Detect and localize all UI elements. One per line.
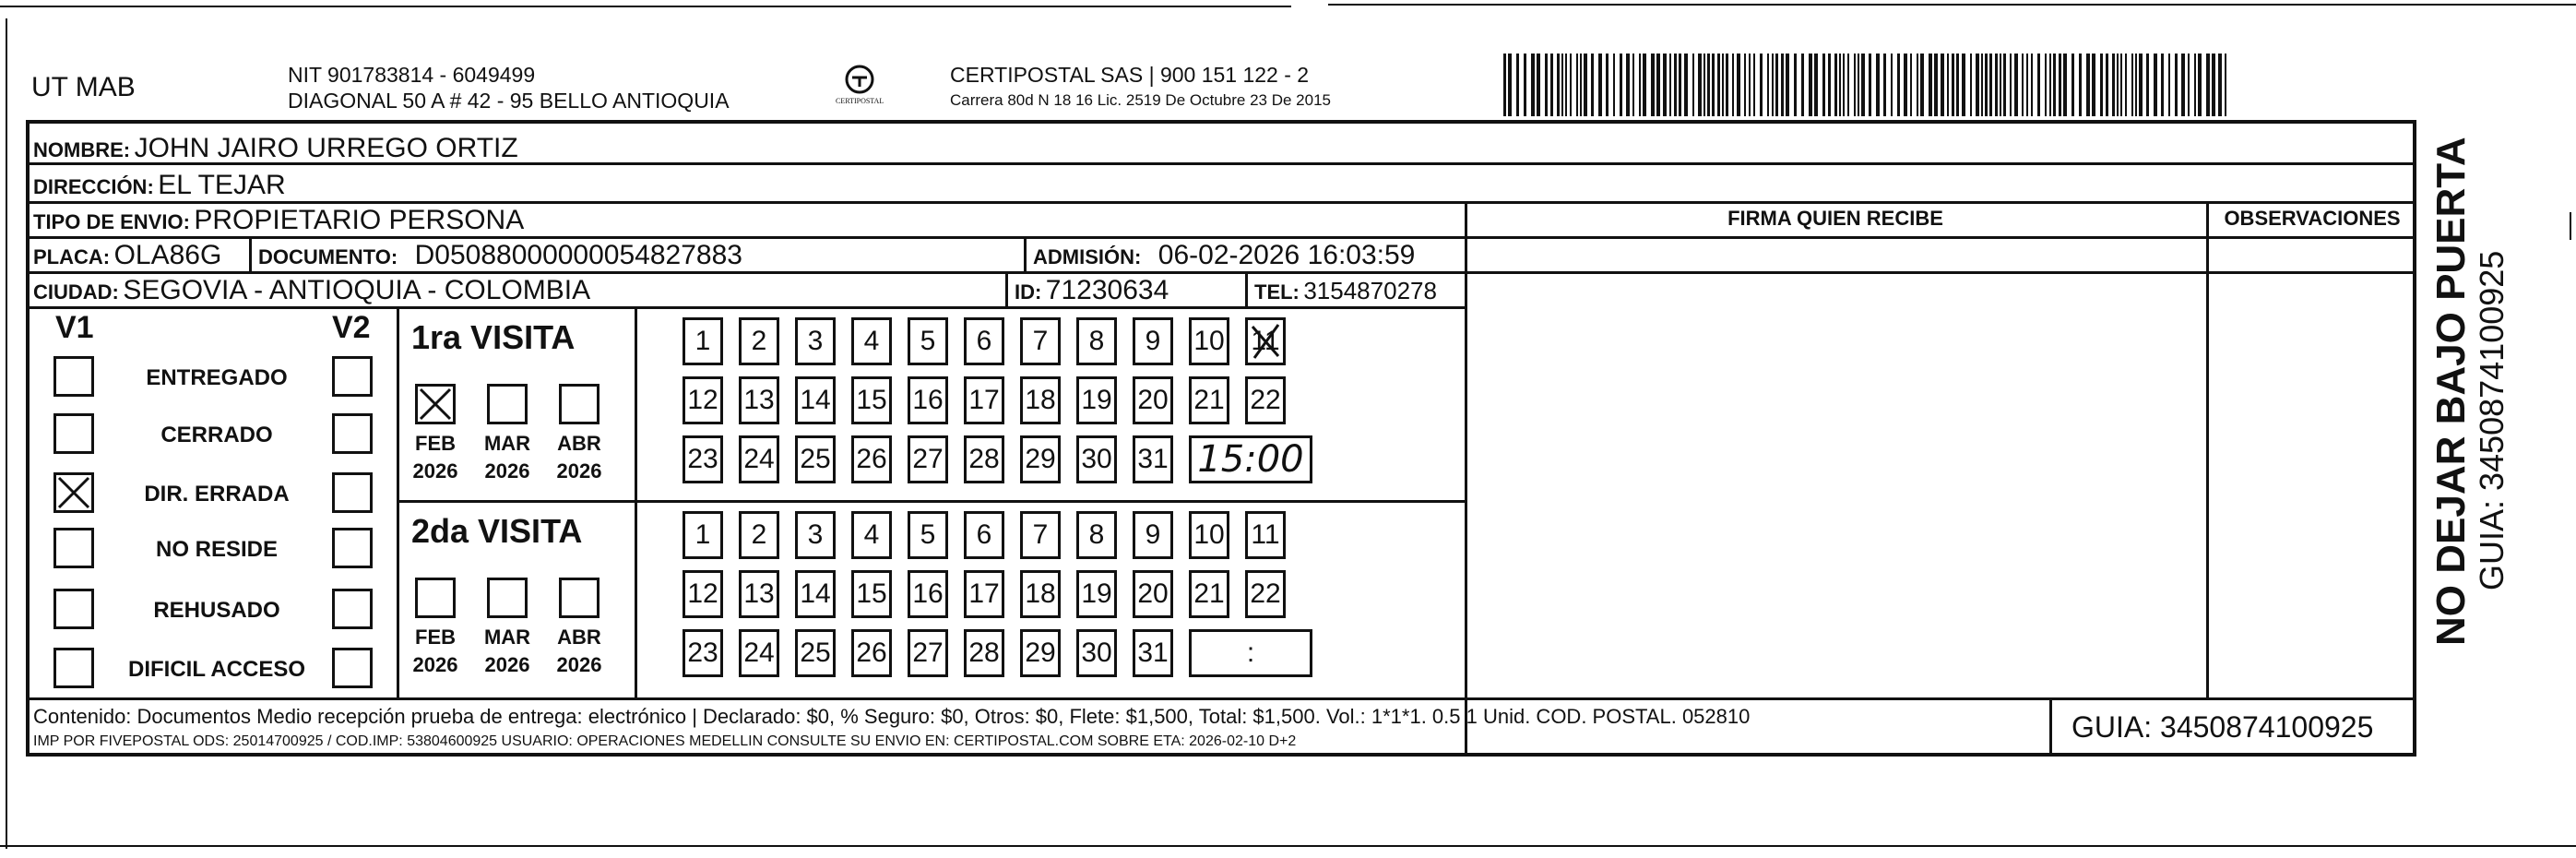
plate-value: OLA86G <box>113 240 222 270</box>
visit-0-month-label-2: ABR <box>557 432 601 455</box>
footer-contents: Contenido: Documentos Medio recepción prueba de entrega: electrónico | Declarado: $0, % Seguro: $0, Otros: $0, Flete: $1,500, Total: $1,500. Vol.: 1*1*1. 0.5 1 Unid. COD. POSTAL. 052810 <box>33 705 1751 728</box>
visit-1-day-3[interactable]: 3 <box>795 511 836 559</box>
visit-0-year-label-2: 2026 <box>556 459 602 483</box>
visit-1-day-16[interactable]: 16 <box>908 570 948 618</box>
tel-label: TEL: <box>1254 280 1300 304</box>
visit-0-month-checkbox-2[interactable] <box>559 384 599 424</box>
id-label: ID: <box>1015 280 1042 304</box>
visit-0-day-1[interactable]: 1 <box>683 317 723 365</box>
visit-0-day-17[interactable]: 17 <box>964 376 1004 424</box>
side-notice: NO DEJAR BAJO PUERTA <box>2428 137 2474 646</box>
name-value: JOHN JAIRO URREGO ORTIZ <box>134 133 518 163</box>
visit-1-day-9[interactable]: 9 <box>1133 511 1173 559</box>
visit-1-month-checkbox-2[interactable] <box>559 578 599 618</box>
scan-right-mark <box>2570 212 2571 240</box>
certipostal-logo <box>832 59 887 114</box>
sender-code: UT MAB <box>31 72 136 102</box>
visit-1-month-checkbox-1[interactable] <box>487 578 528 618</box>
visit-0-month-checkbox-0[interactable] <box>415 384 456 424</box>
plate-label: PLACA: <box>33 245 111 268</box>
visit-1-day-14[interactable]: 14 <box>795 570 836 618</box>
scan-top-line-right <box>1328 4 2576 6</box>
scan-left-line <box>6 18 7 849</box>
side-guide: GUIA: 3450874100925 <box>2473 250 2511 590</box>
city-value: SEGOVIA - ANTIOQUIA - COLOMBIA <box>123 275 591 305</box>
visit-0-day-4[interactable]: 4 <box>851 317 892 365</box>
visit-1-day-27[interactable]: 27 <box>908 629 948 677</box>
visit-1-day-15[interactable]: 15 <box>851 570 892 618</box>
city-label: CIUDAD: <box>33 280 119 304</box>
visit-0-day-30[interactable]: 30 <box>1076 435 1117 483</box>
observations-header: OBSERVACIONES <box>2224 207 2401 230</box>
visit-1-day-23[interactable]: 23 <box>683 629 723 677</box>
visit-1-day-1[interactable]: 1 <box>683 511 723 559</box>
visit-1-day-10[interactable]: 10 <box>1189 511 1229 559</box>
name-label: NOMBRE: <box>33 138 131 161</box>
visit-1-day-2[interactable]: 2 <box>739 511 779 559</box>
sender-address: DIAGONAL 50 A # 42 - 95 BELLO ANTIOQUIA <box>288 89 730 113</box>
row-line-4b <box>1465 271 2416 274</box>
document-value: D05088000000054827883 <box>414 240 742 270</box>
barcode-icon <box>1503 54 2232 116</box>
visit-0-day-21[interactable]: 21 <box>1189 376 1229 424</box>
v1-checkbox-0[interactable] <box>53 356 94 397</box>
visit-1-day-21[interactable]: 21 <box>1189 570 1229 618</box>
visit-1-day-22[interactable]: 22 <box>1245 570 1286 618</box>
reason-label-0: ENTREGADO <box>146 365 288 390</box>
x-mark-icon <box>418 387 453 422</box>
visit-1-time-box[interactable]: : <box>1189 629 1312 677</box>
visit-0-day-25[interactable]: 25 <box>795 435 836 483</box>
visit-0-day-2[interactable]: 2 <box>739 317 779 365</box>
row-line-4 <box>26 271 1465 274</box>
visit-1-day-5[interactable]: 5 <box>908 511 948 559</box>
v2-checkbox-4[interactable] <box>332 589 373 629</box>
reason-label-3: NO RESIDE <box>155 537 279 562</box>
visit-1-day-18[interactable]: 18 <box>1020 570 1061 618</box>
visit-0-day-15[interactable]: 15 <box>851 376 892 424</box>
v1-checkbox-1[interactable] <box>53 413 94 454</box>
v1-checkbox-2[interactable] <box>53 472 94 513</box>
type-label: TIPO DE ENVIO: <box>33 210 190 233</box>
v2-checkbox-5[interactable] <box>332 648 373 688</box>
visit-1-day-29[interactable]: 29 <box>1020 629 1061 677</box>
visit-1-month-label-1: MAR <box>483 626 531 649</box>
visit-0-month-checkbox-1[interactable] <box>487 384 528 424</box>
scan-top-line <box>0 6 1291 7</box>
visits-divider <box>397 500 1465 503</box>
id-value: 71230634 <box>1045 275 1169 305</box>
visit-1-day-12[interactable]: 12 <box>683 570 723 618</box>
visit-1-day-30[interactable]: 30 <box>1076 629 1117 677</box>
visit-0-day-26[interactable]: 26 <box>851 435 892 483</box>
row-line-2 <box>26 201 2416 204</box>
visit-0-day-18[interactable]: 18 <box>1020 376 1061 424</box>
document-divider <box>1024 236 1027 271</box>
visit-0-day-27[interactable]: 27 <box>908 435 948 483</box>
sender-nit: NIT 901783814 - 6049499 <box>288 63 536 87</box>
visit-1-month-label-0: FEB <box>415 626 456 649</box>
visit-0-day-9[interactable]: 9 <box>1133 317 1173 365</box>
scan-bottom-line <box>0 845 2576 847</box>
visit-1-day-7[interactable]: 7 <box>1020 511 1061 559</box>
visit-0-day-28[interactable]: 28 <box>964 435 1004 483</box>
visit-1-year-label-2: 2026 <box>556 653 602 676</box>
visit-1-day-26[interactable]: 26 <box>851 629 892 677</box>
visit-0-day-20[interactable]: 20 <box>1133 376 1173 424</box>
footer-guide-divider <box>2049 697 2052 757</box>
visit-0-day-10[interactable]: 10 <box>1189 317 1229 365</box>
v1-checkbox-3[interactable] <box>53 528 94 568</box>
visit-0-year-label-0: 2026 <box>412 459 458 483</box>
reason-label-2: DIR. ERRADA <box>144 482 290 506</box>
visit-0-month-label-0: FEB <box>415 432 456 455</box>
observations-divider <box>2206 201 2209 697</box>
v2-checkbox-3[interactable] <box>332 528 373 568</box>
visit-1-year-label-0: 2026 <box>412 653 458 676</box>
visit-1-day-11[interactable]: 11 <box>1245 511 1286 559</box>
visit-0-year-label-1: 2026 <box>484 459 530 483</box>
footer-line <box>26 697 2416 700</box>
visit-0-day-11[interactable]: 11 <box>1245 317 1286 365</box>
visit-title-0: 1ra VISITA <box>411 318 576 356</box>
visit-1-day-8[interactable]: 8 <box>1076 511 1117 559</box>
visit-1-day-4[interactable]: 4 <box>851 511 892 559</box>
footer-guide: GUIA: 3450874100925 <box>2071 710 2374 744</box>
company-name: CERTIPOSTAL SAS | 900 151 122 - 2 <box>950 63 1310 87</box>
reason-label-5: DIFICIL ACCESO <box>127 657 305 682</box>
visit-1-day-28[interactable]: 28 <box>964 629 1004 677</box>
plate-divider <box>249 236 252 271</box>
visit-0-time-box[interactable]: 15:00 <box>1189 435 1312 483</box>
v1-checkbox-5[interactable] <box>53 648 94 688</box>
company-license: Carrera 80d N 18 16 Lic. 2519 De Octubre 23 De 2015 <box>950 91 1331 109</box>
visit-0-day-19[interactable]: 19 <box>1076 376 1117 424</box>
visit-title-1: 2da VISITA <box>411 512 583 550</box>
visit-0-day-14[interactable]: 14 <box>795 376 836 424</box>
barcode <box>1503 54 2232 116</box>
visit-1-day-20[interactable]: 20 <box>1133 570 1173 618</box>
visit-1-month-checkbox-0[interactable] <box>415 578 456 618</box>
address-label: DIRECCIÓN: <box>33 175 154 198</box>
visit-0-day-24[interactable]: 24 <box>739 435 779 483</box>
visit-1-day-6[interactable]: 6 <box>964 511 1004 559</box>
visit-0-day-3[interactable]: 3 <box>795 317 836 365</box>
visit-0-day-12[interactable]: 12 <box>683 376 723 424</box>
v2-label: V2 <box>332 310 371 345</box>
type-value: PROPIETARIO PERSONA <box>194 205 525 235</box>
row-line-3 <box>26 236 2416 239</box>
visit-1-day-13[interactable]: 13 <box>739 570 779 618</box>
admission-label: ADMISIÓN: <box>1033 245 1142 268</box>
reason-label-4: REHUSADO <box>153 598 280 623</box>
visit-0-day-29[interactable]: 29 <box>1020 435 1061 483</box>
visit-0-day-23[interactable]: 23 <box>683 435 723 483</box>
visit-0-day-13[interactable]: 13 <box>739 376 779 424</box>
visit-0-day-7[interactable]: 7 <box>1020 317 1061 365</box>
v1-label: V1 <box>55 310 94 345</box>
tel-value: 3154870278 <box>1303 277 1437 304</box>
admission-value: 06-02-2026 16:03:59 <box>1157 240 1416 270</box>
visit-1-day-31[interactable]: 31 <box>1133 629 1173 677</box>
visit-1-day-17[interactable]: 17 <box>964 570 1004 618</box>
v2-checkbox-0[interactable] <box>332 356 373 397</box>
logo-text: CERTIPOSTAL <box>836 97 884 105</box>
reason-label-1: CERRADO <box>160 423 273 447</box>
document-label: DOCUMENTO: <box>258 245 398 268</box>
visit-0-day-31[interactable]: 31 <box>1133 435 1173 483</box>
visit-1-day-24[interactable]: 24 <box>739 629 779 677</box>
row-line-5 <box>26 306 1465 309</box>
v2-checkbox-1[interactable] <box>332 413 373 454</box>
logo-icon <box>832 59 887 114</box>
x-mark-icon <box>56 475 91 510</box>
visit-0-day-5[interactable]: 5 <box>908 317 948 365</box>
visit-0-month-label-1: MAR <box>483 432 531 455</box>
visit-0-day-22[interactable]: 22 <box>1245 376 1286 424</box>
visit-1-day-25[interactable]: 25 <box>795 629 836 677</box>
v1-checkbox-4[interactable] <box>53 589 94 629</box>
visit-1-day-19[interactable]: 19 <box>1076 570 1117 618</box>
visit-0-day-16[interactable]: 16 <box>908 376 948 424</box>
visit-1-year-label-1: 2026 <box>484 653 530 676</box>
address-value: EL TEJAR <box>158 170 286 200</box>
id-divider <box>1245 271 1248 306</box>
visit-1-month-label-2: ABR <box>557 626 601 649</box>
city-divider <box>1005 271 1008 306</box>
signature-header: FIRMA QUIEN RECIBE <box>1727 207 1943 230</box>
footer-imp: IMP POR FIVEPOSTAL ODS: 25014700925 / COD.IMP: 53804600925 USUARIO: OPERACIONES MEDELLIN CONSULTE SU ENVIO EN: CERTIPOSTAL.COM SOBRE ETA: 2026-02-10 D+2 <box>33 733 1297 749</box>
signature-divider <box>1465 201 1467 755</box>
v2-checkbox-2[interactable] <box>332 472 373 513</box>
visit-0-day-6[interactable]: 6 <box>964 317 1004 365</box>
visit-0-day-8[interactable]: 8 <box>1076 317 1117 365</box>
